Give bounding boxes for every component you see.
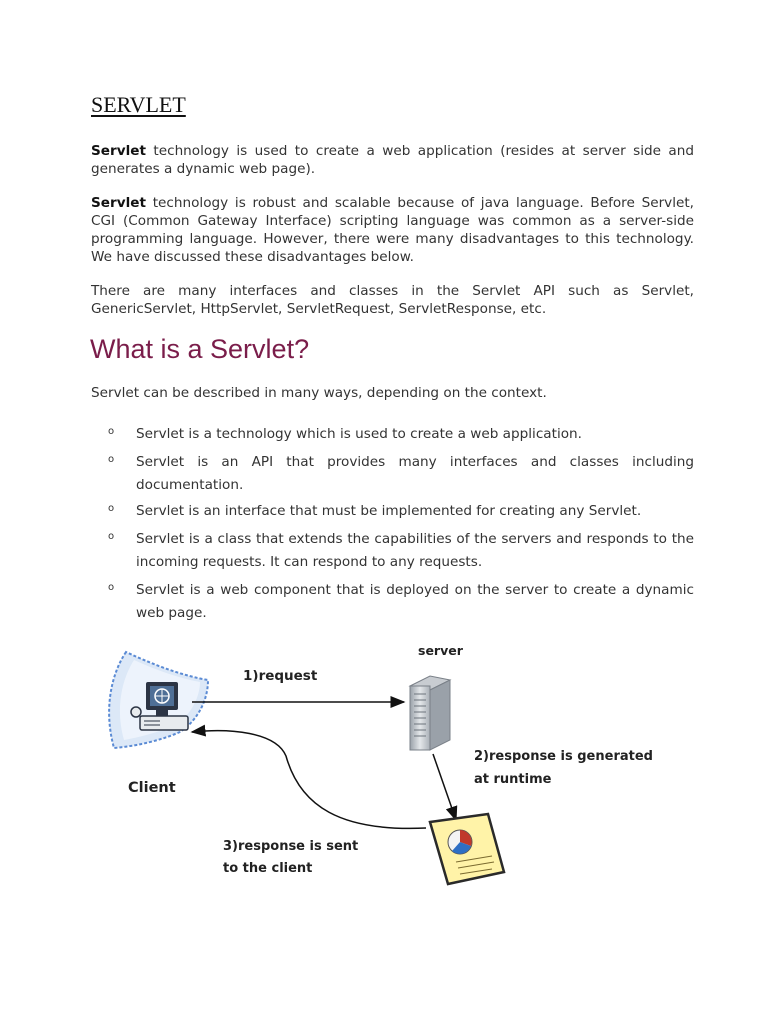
section-heading: What is a Servlet? [90, 334, 310, 364]
intro-paragraph-3-text: There are many interfaces and classes in the Servlet API such as Servlet, GenericServlet, HttpServlet, ServletRequest, ServletResponse, etc. [91, 283, 694, 317]
server-label: server [418, 643, 463, 658]
response-sent-label-line2: to the client [223, 861, 313, 876]
servlet-request-diagram [100, 636, 660, 906]
intro-paragraph-1-text: technology is used to create a web application (resides at server side and generates a dynamic web page). [91, 143, 694, 177]
intro-paragraph-2 [91, 194, 694, 266]
bullet-text: Servlet is an API that provides many interfaces and classes including documentation. [136, 454, 694, 493]
bullet-text: Servlet is an interface that must be implemented for creating any Servlet. [136, 503, 642, 519]
intro-paragraph-1-bold: Servlet [91, 143, 146, 159]
response-sent-arrow [192, 731, 426, 829]
bullet-marker: o [108, 503, 115, 514]
response-sent-label-line1: 3)response is sent [223, 839, 359, 854]
server-icon [410, 676, 450, 750]
page-title: SERVLET [91, 92, 186, 117]
bullet-text: Servlet is a technology which is used to create a web application. [136, 426, 582, 442]
bullet-marker: o [108, 426, 115, 437]
bullet-marker: o [108, 582, 115, 593]
generate-arrow [433, 754, 456, 820]
response-generated-label-line1: 2)response is generated [474, 749, 653, 764]
client-computer-icon [109, 652, 208, 748]
intro-paragraph-2-text: technology is robust and scalable because of java language. Before Servlet, CGI (Common Gateway Interface) scripting language was common as a server-side programming language. However, there were many disadvantages to this technology. We have discussed these disadvantages below. [91, 195, 694, 265]
intro-paragraph-2-bold: Servlet [91, 195, 146, 211]
bullet-marker: o [108, 454, 115, 465]
intro-paragraph-1 [91, 142, 694, 178]
response-generated-label-line2: at runtime [474, 772, 552, 787]
client-label: Client [128, 780, 176, 796]
request-label: 1)request [243, 668, 318, 684]
intro-paragraph-3 [91, 282, 694, 318]
bullet-text: Servlet is a web component that is deployed on the server to create a dynamic web page. [136, 582, 694, 621]
section-lead: Servlet can be described in many ways, depending on the context. [91, 385, 547, 401]
bullet-text: Servlet is a class that extends the capabilities of the servers and responds to the incoming requests. It can respond to any requests. [136, 531, 694, 570]
bullet-marker: o [108, 531, 115, 542]
response-document-icon [430, 814, 504, 884]
